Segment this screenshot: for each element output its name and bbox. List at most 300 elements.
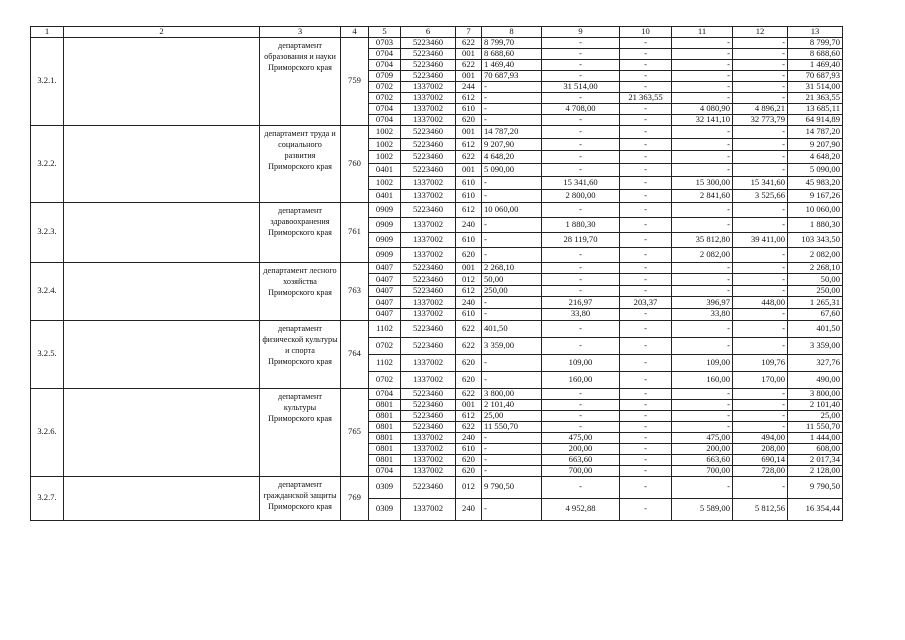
table-cell: - — [672, 48, 733, 59]
table-cell: 0801 — [369, 454, 401, 465]
table-cell: 1337002 — [401, 371, 456, 388]
table-cell: 4 896,21 — [733, 103, 788, 114]
table-cell: 31 514,00 — [542, 81, 620, 92]
table-cell: 612 — [456, 285, 482, 297]
table-cell: 620 — [456, 465, 482, 476]
table-cell: 0801 — [369, 421, 401, 432]
table-cell: - — [672, 337, 733, 354]
table-cell: 001 — [456, 48, 482, 59]
table-cell: 39 411,00 — [733, 232, 788, 247]
table-cell: - — [542, 138, 620, 151]
table-cell: 612 — [456, 410, 482, 421]
table-cell: 14 787,20 — [482, 125, 542, 138]
table-cell: - — [542, 114, 620, 125]
table-cell: 1337002 — [401, 232, 456, 247]
table-cell: 5223460 — [401, 202, 456, 217]
table-cell: 012 — [456, 274, 482, 286]
table-cell: 15 341,60 — [733, 177, 788, 190]
table-cell: 5223460 — [401, 262, 456, 274]
table-cell: 203,37 — [620, 297, 672, 309]
table-cell: - — [482, 177, 542, 190]
table-cell: 9 167,26 — [788, 189, 843, 202]
table-cell: - — [542, 285, 620, 297]
table-cell: 620 — [456, 114, 482, 125]
table-cell: - — [733, 151, 788, 164]
table-cell: 622 — [456, 151, 482, 164]
table-cell: 35 812,80 — [672, 232, 733, 247]
table-cell: 1 880,30 — [788, 217, 843, 232]
table-cell: 200,00 — [672, 443, 733, 454]
table-cell: 9 207,90 — [482, 138, 542, 151]
table-cell: - — [620, 232, 672, 247]
table-cell: 622 — [456, 37, 482, 48]
table-cell: - — [542, 388, 620, 399]
table-cell: - — [482, 81, 542, 92]
table-cell: 2 268,10 — [788, 262, 843, 274]
table-cell: 0703 — [369, 37, 401, 48]
table-cell: - — [672, 217, 733, 232]
table-cell: 50,00 — [482, 274, 542, 286]
table-cell: - — [672, 202, 733, 217]
table-cell: 9 790,50 — [482, 476, 542, 498]
department-code: 769 — [341, 476, 369, 520]
table-cell: 2 268,10 — [482, 262, 542, 274]
empty-description-cell — [64, 37, 260, 125]
column-number: 1 — [31, 27, 64, 38]
table-cell: 622 — [456, 421, 482, 432]
item-number: 3.2.7. — [31, 476, 64, 520]
department-code: 765 — [341, 388, 369, 476]
table-cell: 3 359,00 — [482, 337, 542, 354]
table-cell: 0407 — [369, 274, 401, 286]
table-cell: 208,00 — [733, 443, 788, 454]
item-number: 3.2.6. — [31, 388, 64, 476]
table-cell: 0702 — [369, 92, 401, 103]
table-cell: 8 688,60 — [788, 48, 843, 59]
table-cell: - — [620, 177, 672, 190]
table-cell: - — [672, 421, 733, 432]
table-cell: 5223460 — [401, 421, 456, 432]
table-cell: 109,00 — [542, 354, 620, 371]
table-cell: 70 687,93 — [482, 70, 542, 81]
table-cell: 11 550,70 — [482, 421, 542, 432]
table-cell: 475,00 — [672, 432, 733, 443]
table-cell: - — [733, 202, 788, 217]
table-cell: 5223460 — [401, 410, 456, 421]
table-cell: 001 — [456, 262, 482, 274]
table-cell: 5223460 — [401, 274, 456, 286]
table-cell: 5223460 — [401, 285, 456, 297]
table-cell: - — [733, 81, 788, 92]
item-number: 3.2.3. — [31, 202, 64, 262]
table-cell: - — [620, 354, 672, 371]
column-number: 2 — [64, 27, 260, 38]
table-cell: 1002 — [369, 138, 401, 151]
table-cell: 13 685,11 — [788, 103, 843, 114]
table-cell: 1337002 — [401, 297, 456, 309]
table-cell: - — [620, 151, 672, 164]
table-row — [31, 262, 843, 274]
table-cell: - — [620, 337, 672, 354]
department-name: департамент здравоохранения Приморского края — [260, 202, 341, 262]
table-cell: - — [733, 92, 788, 103]
table-cell: - — [620, 103, 672, 114]
table-cell: 610 — [456, 177, 482, 190]
table-cell: 216,97 — [542, 297, 620, 309]
table-cell: 45 983,20 — [788, 177, 843, 190]
table-cell: 21 363,55 — [788, 92, 843, 103]
table-cell: - — [542, 274, 620, 286]
table-cell: 16 354,44 — [788, 498, 843, 520]
table-cell: - — [542, 247, 620, 262]
table-cell: 5223460 — [401, 320, 456, 337]
table-cell: 240 — [456, 217, 482, 232]
table-cell: 3 359,00 — [788, 337, 843, 354]
table-cell: - — [542, 476, 620, 498]
table-cell: 690,14 — [733, 454, 788, 465]
column-number: 13 — [788, 27, 843, 38]
table-cell: 4 708,00 — [542, 103, 620, 114]
column-number: 8 — [482, 27, 542, 38]
table-cell: 2 017,34 — [788, 454, 843, 465]
table-cell: 610 — [456, 232, 482, 247]
table-cell: 0704 — [369, 388, 401, 399]
table-cell: - — [620, 309, 672, 321]
table-cell: - — [672, 151, 733, 164]
table-cell: - — [672, 388, 733, 399]
table-cell: - — [672, 70, 733, 81]
table-cell: - — [672, 138, 733, 151]
table-cell: 1337002 — [401, 454, 456, 465]
department-name: департамент культуры Приморского края — [260, 388, 341, 476]
empty-description-cell — [64, 476, 260, 520]
table-cell: 9 207,90 — [788, 138, 843, 151]
table-cell: 14 787,20 — [788, 125, 843, 138]
table-cell: 9 790,50 — [788, 476, 843, 498]
table-cell: - — [672, 59, 733, 70]
table-cell: - — [542, 337, 620, 354]
table-cell: 28 119,70 — [542, 232, 620, 247]
table-cell: - — [620, 432, 672, 443]
budget-table-sheet — [30, 26, 843, 521]
table-cell: - — [542, 151, 620, 164]
table-cell: 3 800,00 — [788, 388, 843, 399]
table-cell: 610 — [456, 103, 482, 114]
table-cell: 5223460 — [401, 70, 456, 81]
table-cell: - — [620, 285, 672, 297]
table-cell: - — [542, 59, 620, 70]
table-cell: 0702 — [369, 81, 401, 92]
table-cell: 5223460 — [401, 48, 456, 59]
empty-description-cell — [64, 388, 260, 476]
table-cell: - — [672, 37, 733, 48]
table-cell: - — [620, 476, 672, 498]
table-cell: - — [620, 114, 672, 125]
table-cell: 240 — [456, 432, 482, 443]
table-cell: - — [482, 114, 542, 125]
table-cell: 0801 — [369, 410, 401, 421]
table-cell: 1 444,00 — [788, 432, 843, 443]
table-cell: 0909 — [369, 202, 401, 217]
table-cell: 401,50 — [788, 320, 843, 337]
table-cell: 0407 — [369, 285, 401, 297]
table-cell: 5223460 — [401, 59, 456, 70]
table-cell: 4 080,90 — [672, 103, 733, 114]
table-cell: - — [672, 399, 733, 410]
table-cell: 1337002 — [401, 443, 456, 454]
table-cell: 620 — [456, 354, 482, 371]
table-cell: - — [620, 37, 672, 48]
table-cell: - — [620, 388, 672, 399]
table-cell: 612 — [456, 138, 482, 151]
empty-description-cell — [64, 125, 260, 202]
table-cell: 1337002 — [401, 177, 456, 190]
table-cell: 0401 — [369, 164, 401, 177]
table-cell: 250,00 — [482, 285, 542, 297]
table-cell: - — [733, 388, 788, 399]
table-cell: - — [672, 410, 733, 421]
table-cell: 109,76 — [733, 354, 788, 371]
table-cell: - — [733, 476, 788, 498]
table-cell: 5223460 — [401, 337, 456, 354]
table-cell: 5 090,00 — [482, 164, 542, 177]
table-cell: 8 799,70 — [482, 37, 542, 48]
empty-description-cell — [64, 320, 260, 388]
table-cell: 1337002 — [401, 114, 456, 125]
column-number: 11 — [672, 27, 733, 38]
table-cell: 1337002 — [401, 217, 456, 232]
table-cell: - — [672, 476, 733, 498]
table-cell: 50,00 — [788, 274, 843, 286]
table-cell: 1337002 — [401, 309, 456, 321]
table-cell: 610 — [456, 189, 482, 202]
table-cell: - — [542, 125, 620, 138]
department-code: 763 — [341, 262, 369, 320]
table-cell: - — [482, 103, 542, 114]
empty-description-cell — [64, 262, 260, 320]
table-cell: - — [672, 320, 733, 337]
item-number: 3.2.5. — [31, 320, 64, 388]
table-cell: - — [733, 164, 788, 177]
table-cell: - — [482, 309, 542, 321]
table-cell: 109,00 — [672, 354, 733, 371]
table-row — [31, 37, 843, 48]
table-cell: - — [620, 125, 672, 138]
table-cell: 160,00 — [672, 371, 733, 388]
table-row — [31, 476, 843, 498]
table-cell: 620 — [456, 371, 482, 388]
table-cell: - — [733, 247, 788, 262]
table-cell: 5223460 — [401, 138, 456, 151]
table-cell: 33,80 — [542, 309, 620, 321]
table-cell: 1 265,31 — [788, 297, 843, 309]
table-cell: - — [542, 48, 620, 59]
table-cell: - — [482, 92, 542, 103]
table-cell: 32 141,10 — [672, 114, 733, 125]
table-cell: 25,00 — [482, 410, 542, 421]
table-cell: 0801 — [369, 399, 401, 410]
table-cell: 612 — [456, 92, 482, 103]
column-number: 10 — [620, 27, 672, 38]
table-cell: - — [733, 262, 788, 274]
table-cell: 5 812,56 — [733, 498, 788, 520]
table-cell: 5223460 — [401, 399, 456, 410]
table-cell: - — [672, 92, 733, 103]
table-cell: - — [620, 189, 672, 202]
table-cell: - — [482, 354, 542, 371]
table-cell: 1002 — [369, 177, 401, 190]
table-cell: - — [620, 262, 672, 274]
table-cell: 5223460 — [401, 164, 456, 177]
table-cell: 2 101,40 — [482, 399, 542, 410]
table-cell: 5223460 — [401, 125, 456, 138]
table-cell: - — [620, 81, 672, 92]
empty-description-cell — [64, 202, 260, 262]
table-cell: - — [672, 262, 733, 274]
table-cell: 1337002 — [401, 103, 456, 114]
table-cell: 396,97 — [672, 297, 733, 309]
table-cell: - — [620, 138, 672, 151]
table-cell: 622 — [456, 59, 482, 70]
table-cell: 8 688,60 — [482, 48, 542, 59]
table-cell: 103 343,50 — [788, 232, 843, 247]
table-cell: 244 — [456, 81, 482, 92]
table-cell: 33,80 — [672, 309, 733, 321]
table-cell: 1102 — [369, 354, 401, 371]
table-cell: - — [542, 410, 620, 421]
table-cell: 0407 — [369, 309, 401, 321]
table-cell: - — [620, 70, 672, 81]
table-cell: - — [733, 410, 788, 421]
table-cell: - — [620, 202, 672, 217]
table-cell: - — [620, 465, 672, 476]
table-cell: - — [482, 297, 542, 309]
table-cell: - — [733, 37, 788, 48]
table-cell: - — [482, 432, 542, 443]
table-cell: 622 — [456, 388, 482, 399]
table-cell: - — [482, 371, 542, 388]
table-cell: 1 469,40 — [788, 59, 843, 70]
table-cell: - — [733, 125, 788, 138]
department-name: департамент лесного хозяйства Приморского края — [260, 262, 341, 320]
table-cell: - — [672, 125, 733, 138]
table-cell: 1337002 — [401, 92, 456, 103]
table-cell: 5 090,00 — [788, 164, 843, 177]
budget-table — [30, 26, 843, 521]
table-cell: 1337002 — [401, 498, 456, 520]
table-cell: 0309 — [369, 476, 401, 498]
table-body — [31, 27, 843, 521]
table-cell: 240 — [456, 297, 482, 309]
department-name: департамент труда и социального развития Приморского края — [260, 125, 341, 202]
table-cell: 0704 — [369, 465, 401, 476]
table-cell: - — [542, 421, 620, 432]
table-cell: - — [620, 59, 672, 70]
table-cell: 2 841,60 — [672, 189, 733, 202]
department-code: 761 — [341, 202, 369, 262]
table-cell: - — [620, 410, 672, 421]
table-cell: 001 — [456, 164, 482, 177]
column-number-row — [31, 27, 843, 38]
column-number: 7 — [456, 27, 482, 38]
table-cell: 5 589,00 — [672, 498, 733, 520]
table-cell: - — [482, 247, 542, 262]
table-cell: - — [733, 70, 788, 81]
table-cell: 64 914,89 — [788, 114, 843, 125]
table-cell: - — [482, 498, 542, 520]
table-cell: - — [542, 92, 620, 103]
department-name: департамент гражданской защиты Приморского края — [260, 476, 341, 520]
table-row — [31, 320, 843, 337]
table-cell: 401,50 — [482, 320, 542, 337]
table-cell: 0801 — [369, 432, 401, 443]
table-cell: 2 082,00 — [672, 247, 733, 262]
table-cell: 622 — [456, 320, 482, 337]
table-cell: - — [620, 274, 672, 286]
table-cell: - — [620, 164, 672, 177]
department-name: департамент образования и науки Приморского края — [260, 37, 341, 125]
table-cell: 25,00 — [788, 410, 843, 421]
table-cell: 0709 — [369, 70, 401, 81]
table-cell: 0401 — [369, 189, 401, 202]
table-cell: 1102 — [369, 320, 401, 337]
table-cell: 0704 — [369, 59, 401, 70]
table-cell: 2 128,00 — [788, 465, 843, 476]
table-cell: - — [482, 443, 542, 454]
table-cell: 663,60 — [672, 454, 733, 465]
table-cell: 620 — [456, 247, 482, 262]
column-number: 6 — [401, 27, 456, 38]
table-cell: 4 648,20 — [788, 151, 843, 164]
table-cell: 0704 — [369, 103, 401, 114]
table-cell: 32 773,79 — [733, 114, 788, 125]
table-cell: 250,00 — [788, 285, 843, 297]
table-cell: - — [733, 320, 788, 337]
table-cell: 622 — [456, 337, 482, 354]
table-cell: - — [620, 399, 672, 410]
table-cell: 1337002 — [401, 432, 456, 443]
table-cell: - — [620, 48, 672, 59]
table-cell: 610 — [456, 443, 482, 454]
column-number: 4 — [341, 27, 369, 38]
table-cell: 663,60 — [542, 454, 620, 465]
table-cell: 1337002 — [401, 354, 456, 371]
table-cell: 3 800,00 — [482, 388, 542, 399]
table-cell: 2 082,00 — [788, 247, 843, 262]
table-cell: - — [733, 337, 788, 354]
item-number: 3.2.2. — [31, 125, 64, 202]
table-cell: - — [672, 285, 733, 297]
table-cell: 5223460 — [401, 151, 456, 164]
table-cell: 1 469,40 — [482, 59, 542, 70]
table-cell: 0909 — [369, 217, 401, 232]
table-cell: 200,00 — [542, 443, 620, 454]
table-cell: - — [733, 399, 788, 410]
department-name: департамент физической культуры и спорта Приморского края — [260, 320, 341, 388]
table-cell: 11 550,70 — [788, 421, 843, 432]
column-number: 3 — [260, 27, 341, 38]
column-number: 12 — [733, 27, 788, 38]
table-cell: 1002 — [369, 151, 401, 164]
table-row — [31, 388, 843, 399]
table-cell: 700,00 — [672, 465, 733, 476]
table-cell: 0702 — [369, 371, 401, 388]
table-cell: - — [542, 320, 620, 337]
table-cell: 728,00 — [733, 465, 788, 476]
table-cell: 2 101,40 — [788, 399, 843, 410]
table-cell: 1337002 — [401, 189, 456, 202]
table-cell: 170,00 — [733, 371, 788, 388]
